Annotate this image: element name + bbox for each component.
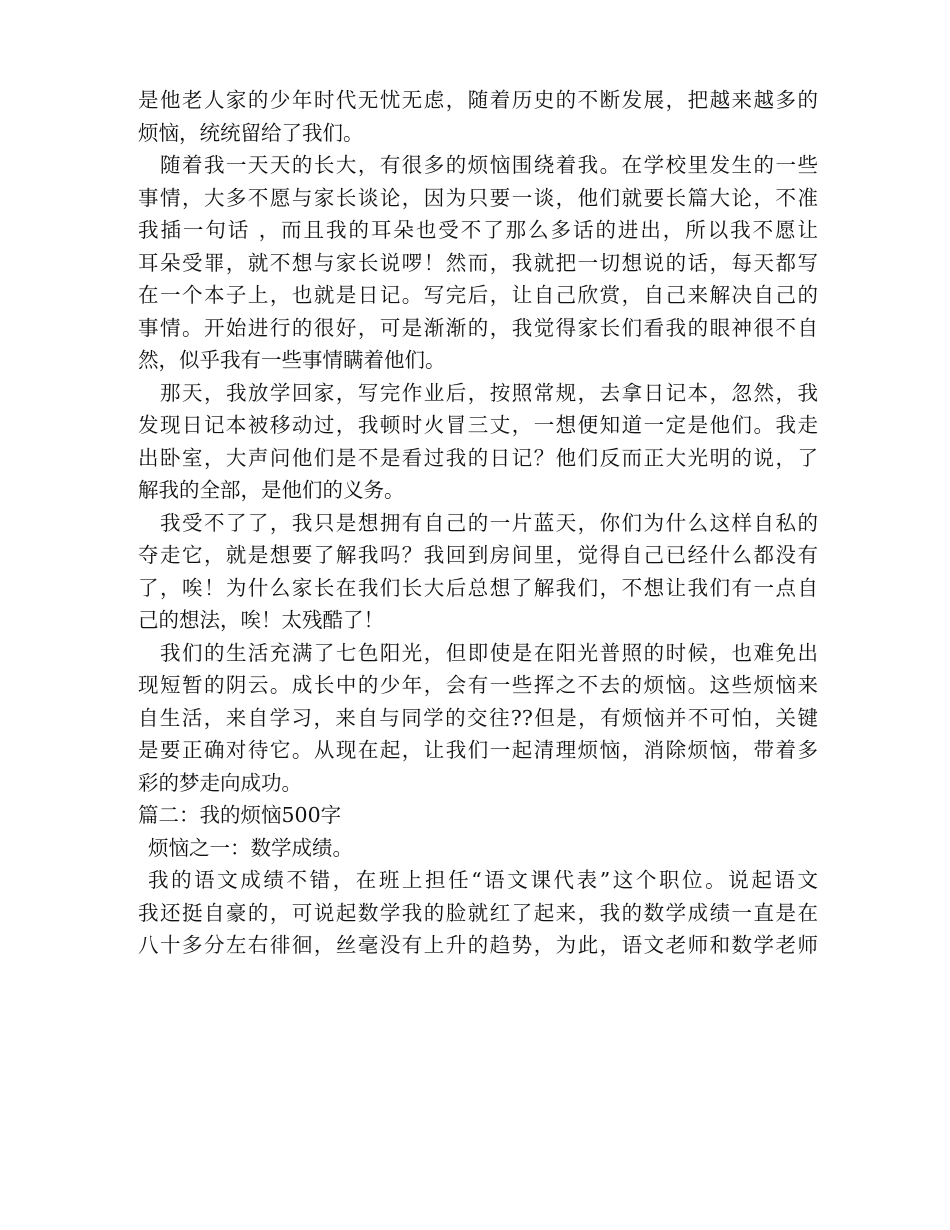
text-line: 我们的生活充满了七色阳光，但即使是在阳光普照的时候，也难免出 [160,640,818,665]
text-line: 事情，大多不愿与家长谈论，因为只要一谈，他们就要长篇大论，不准 [138,185,818,210]
sub-heading: 烦恼之一：数学成绩。 [148,835,353,860]
text-line: 八十多分左右徘徊，丝毫没有上升的趋势，为此，语文老师和数学老师 [138,933,818,957]
text-line: 烦恼，统统留给了我们。 [138,120,364,145]
text-line: 己的想法，唉！太残酷了！ [138,608,384,632]
text-line: 解我的全部，是他们的义务。 [138,478,405,502]
text-line: 我的语文成绩不错，在班上担任“语文课代表”这个职位。说起语文 [148,868,818,892]
text-line: 事情。开始进行的很好，可是渐渐的，我觉得家长们看我的眼神很不自 [138,315,818,340]
text-line: 发现日记本被移动过，我顿时火冒三丈，一想便知道一定是他们。我走 [138,413,818,437]
text-line: 夺走它，就是想要了解我吗？我回到房间里，觉得自己已经什么都没有 [138,543,818,567]
text-line: 现短暂的阴云。成长中的少年，会有一些挥之不去的烦恼。这些烦恼来 [138,673,818,697]
text-line: 是要正确对待它。从现在起，让我们一起清理烦恼，消除烦恼，带着多 [138,738,818,762]
text-line: 出卧室，大声问他们是不是看过我的日记？他们反而正大光明的说，了 [138,445,818,470]
text-line: 是他老人家的少年时代无忧无虑，随着历史的不断发展，把越来越多的 [138,88,818,112]
text-line: 随着我一天天的长大，有很多的烦恼围绕着我。在学校里发生的一些 [160,153,818,177]
text-line: 然，似乎我有一些事情瞒着他们。 [138,348,446,372]
text-line: 我插一句话 ，而且我的耳朵也受不了那么多话的进出，所以我不愿让 [138,218,818,242]
text-line: 在一个本子上，也就是日记。写完后，让自己欣赏，自己来解决自己的 [138,283,818,307]
text-line: 自生活，来自学习，来自与同学的交往??但是，有烦恼并不可怕，关键 [138,705,818,730]
text-line: 耳朵受罪，就不想与家长说啰！然而，我就把一切想说的话，每天都写 [138,250,818,275]
text-line: 了，唉！为什么家长在我们长大后总想了解我们，不想让我们有一点自 [138,575,818,600]
section-heading: 篇二：我的烦恼500字 [138,803,342,827]
text-line: 我还挺自豪的，可说起数学我的脸就红了起来，我的数学成绩一直是在 [138,900,818,925]
text-line: 我受不了了，我只是想拥有自己的一片蓝天，你们为什么这样自私的 [160,510,818,535]
text-line: 那天，我放学回家，写完作业后，按照常规，去拿日记本，忽然，我 [160,380,818,405]
text-line: 彩的梦走向成功。 [138,770,302,795]
article-body [138,84,818,962]
